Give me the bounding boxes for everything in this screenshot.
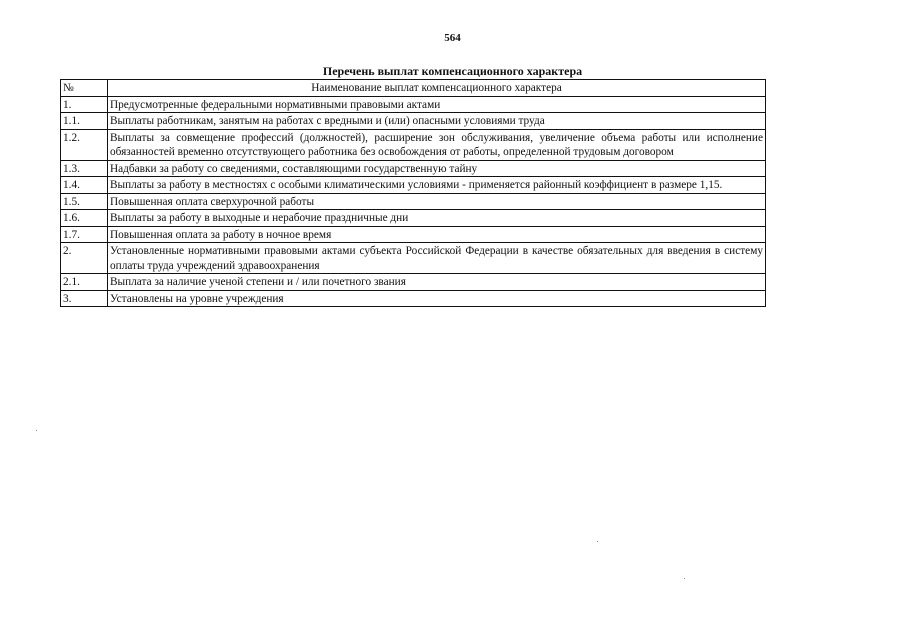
table-row (61, 193, 766, 210)
document-title: Перечень выплат компенсационного характера (322, 64, 583, 78)
row-description: Повышенная оплата за работу в ночное время (108, 226, 766, 243)
scan-speck (684, 578, 685, 579)
row-number: 2. (61, 243, 108, 274)
table-row (61, 290, 766, 307)
row-description: Предусмотренные федеральными нормативными правовыми актами (108, 96, 766, 113)
row-description: Выплаты за работу в местностях с особыми климатическими условиями - применяется районный коэффициент в размере 1,15. (108, 177, 766, 194)
table-header-row (61, 80, 766, 97)
row-number: 1.3. (61, 160, 108, 177)
row-number: 1.4. (61, 177, 108, 194)
table-row (61, 129, 766, 160)
row-number: 1.6. (61, 210, 108, 227)
table-row (61, 210, 766, 227)
row-description: Выплаты за работу в выходные и нерабочие праздничные дни (108, 210, 766, 227)
row-description: Установленные нормативными правовыми актами субъекта Российской Федерации в качестве обязательных для введения в систему оплаты труда учреждений здравоохранения (108, 243, 766, 274)
row-number: 1.7. (61, 226, 108, 243)
table-row (61, 274, 766, 291)
row-number: 2.1. (61, 274, 108, 291)
compensation-payments-table (60, 79, 766, 307)
table-row (61, 113, 766, 130)
row-description: Выплаты работникам, занятым на работах с вредными и (или) опасными условиями труда (108, 113, 766, 130)
row-description: Надбавки за работу со сведениями, составляющими государственную тайну (108, 160, 766, 177)
row-description: Установлены на уровне учреждения (108, 290, 766, 307)
table-row (61, 96, 766, 113)
table-row (61, 177, 766, 194)
table-row (61, 243, 766, 274)
row-number: 1.2. (61, 129, 108, 160)
table-row (61, 160, 766, 177)
row-number: 1.5. (61, 193, 108, 210)
row-number: 3. (61, 290, 108, 307)
table-row (61, 226, 766, 243)
scan-speck (36, 430, 37, 431)
row-number: 1. (61, 96, 108, 113)
column-header-number: № (61, 80, 108, 97)
page-number: 564 (444, 32, 461, 44)
scan-speck (597, 541, 598, 542)
column-header-name: Наименование выплат компенсационного характера (108, 80, 766, 97)
row-description: Выплата за наличие ученой степени и / или почетного звания (108, 274, 766, 291)
row-description: Повышенная оплата сверхурочной работы (108, 193, 766, 210)
row-number: 1.1. (61, 113, 108, 130)
row-description: Выплаты за совмещение профессий (должностей), расширение зон обслуживания, увеличение объема работы или исполнение обязанностей временно отсутствующего работника без освобождения от работы, определенной трудовым договором (108, 129, 766, 160)
